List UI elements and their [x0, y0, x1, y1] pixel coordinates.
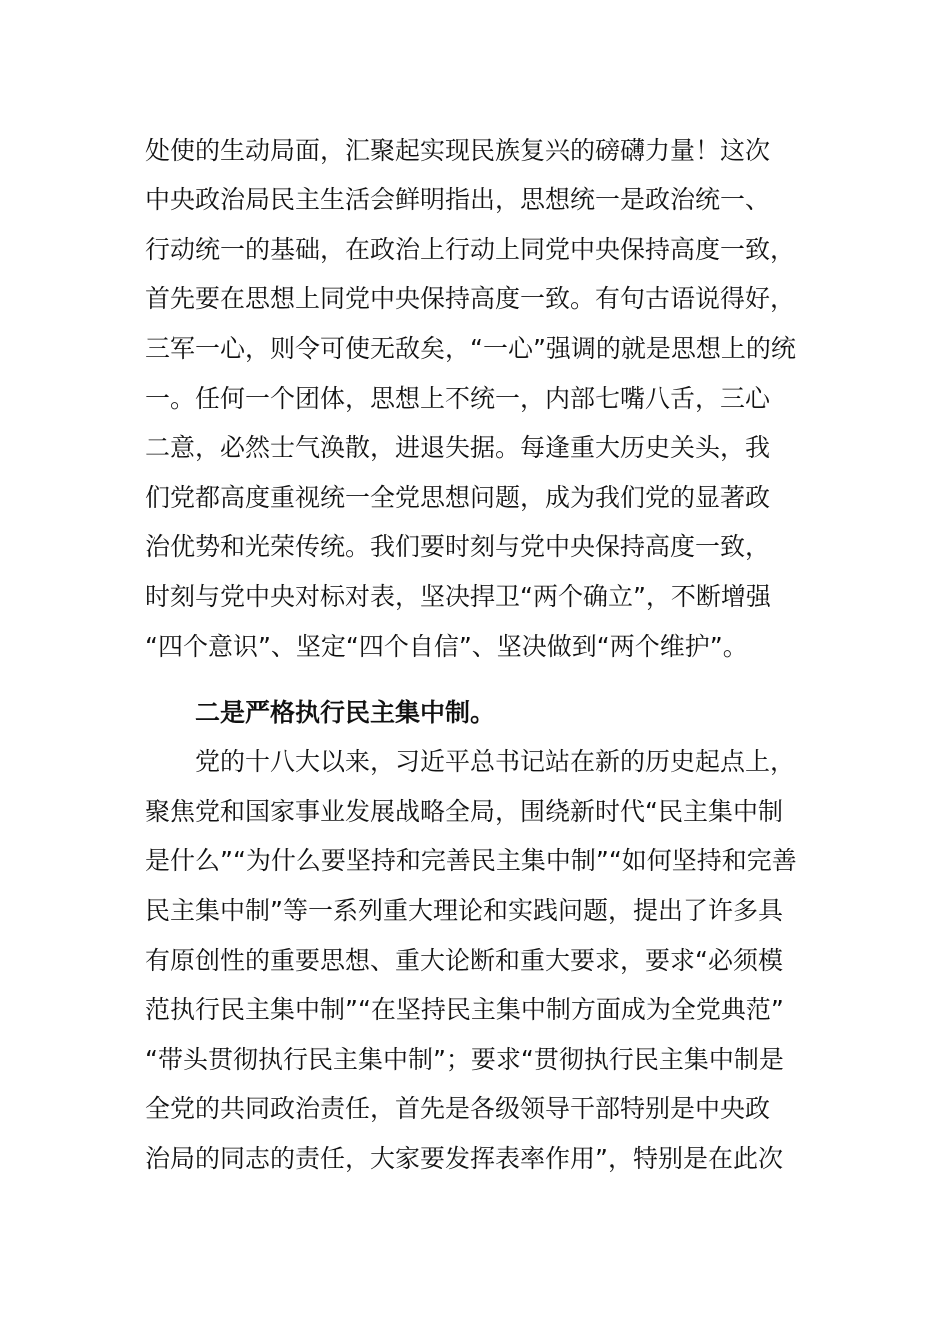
paragraph-1-line-9: 治优势和光荣传统。我们要时刻与党中央保持高度一致， [145, 532, 771, 561]
paragraph-1-line-7: 二意，必然士气涣散，进退失据。每逢重大历史关头，我 [145, 433, 771, 462]
paragraph-1-line-4: 首先要在思想上同党中央保持高度一致。有句古语说得好， [145, 284, 796, 313]
paragraph-1-line-5: 三军一心，则令可使无敌矣，“一心”强调的就是思想上的统 [145, 334, 796, 363]
paragraph-2-line-3: 是什么”“为什么要坚持和完善民主集中制”“如何坚持和完善 [145, 846, 797, 875]
paragraph-1-line-2: 中央政治局民主生活会鲜明指出，思想统一是政治统一、 [145, 185, 771, 214]
paragraph-2-line-4: 民主集中制”等一系列重大理论和实践问题，提出了许多具 [145, 896, 783, 925]
paragraph-2-line-9: 治局的同志的责任，大家要发挥表率作用”，特别是在此次 [145, 1144, 783, 1173]
paragraph-1-line-8: 们党都高度重视统一全党思想问题，成为我们党的显著政 [145, 483, 771, 512]
paragraph-1-line-3: 行动统一的基础，在政治上行动上同党中央保持高度一致， [145, 235, 796, 264]
paragraph-1-line-10: 时刻与党中央对标对表，坚决捍卫“两个确立”，不断增强 [145, 582, 771, 611]
paragraph-2-line-7: “带头贯彻执行民主集中制”；要求“贯彻执行民主集中制是 [145, 1045, 784, 1074]
paragraph-1-line-1: 处使的生动局面，汇聚起实现民族复兴的磅礴力量！这次 [145, 136, 771, 165]
paragraph-2-line-2: 聚焦党和国家事业发展战略全局，围绕新时代“民主集中制 [145, 797, 783, 826]
paragraph-1-line-11: “四个意识”、坚定“四个自信”、坚决做到“两个维护”。 [145, 632, 748, 661]
paragraph-2-line-6: 范执行民主集中制”“在坚持民主集中制方面成为全党典范” [145, 995, 784, 1024]
paragraph-2-line-5: 有原创性的重要思想、重大论断和重大要求，要求“必须模 [145, 946, 783, 975]
paragraph-2-line-8: 全党的共同政治责任，首先是各级领导干部特别是中央政 [145, 1094, 771, 1123]
section-heading: 二是严格执行民主集中制。 [195, 698, 496, 727]
paragraph-2-line-1: 党的十八大以来，习近平总书记站在新的历史起点上， [195, 747, 796, 776]
paragraph-1-line-6: 一。任何一个团体，思想上不统一，内部七嘴八舌，三心 [145, 384, 771, 413]
